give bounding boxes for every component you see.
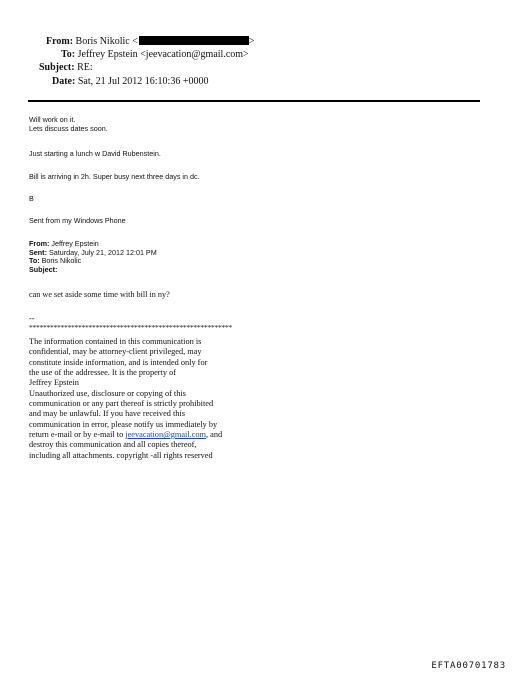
reply-sent-from: Sent from my Windows Phone — [29, 216, 126, 225]
header-to — [61, 49, 249, 61]
fwd-sent-value: Saturday, July 21, 2012 12:01 PM — [48, 247, 157, 257]
subject-label: Subject: — [39, 62, 75, 73]
fwd-body: can we set aside some time with bill in ny? — [29, 290, 170, 299]
fwd-to-value: Boris Nikolic — [41, 256, 82, 266]
fwd-from-value: Jeffrey Epstein — [51, 239, 99, 248]
notice-line: The information contained in this communication is — [29, 337, 202, 346]
to-value: Jeffrey Epstein <jeevacation@gmail.com> — [77, 49, 249, 60]
date-value: Sat, 21 Jul 2012 16:10:36 +0000 — [77, 76, 209, 87]
reply-signoff: B — [29, 194, 34, 203]
fwd-subject-label: Subject: — [29, 264, 58, 274]
header-divider — [28, 100, 480, 102]
fwd-from-label: From: — [29, 239, 50, 248]
subject-value: RE: — [77, 62, 93, 73]
notice-line: and may be unlawful. If you have received this — [29, 409, 185, 419]
from-label: From: — [46, 36, 74, 47]
notice-line: the use of the addressee. It is the property of — [29, 368, 176, 378]
from-value: Boris Nikolic < — [75, 36, 138, 47]
notice-line: communication in error, please notify us immediately by — [29, 419, 218, 429]
from-suffix: > — [248, 36, 255, 47]
bates-stamp: EFTA00701783 — [431, 661, 506, 671]
notice-line: communication or any part thereof is strictly prohibited — [29, 399, 214, 409]
header-from — [46, 36, 254, 48]
fwd-subject — [29, 266, 57, 275]
reply-line: Will work on it. — [29, 115, 76, 124]
reply-line: Just starting a lunch w David Rubenstein. — [29, 149, 161, 158]
to-label: To: — [61, 49, 76, 60]
fwd-sent-label: Sent: — [29, 247, 47, 257]
email-link[interactable]: jeevacation@gmail.com — [125, 430, 206, 440]
reply-line: Lets discuss dates soon. — [29, 124, 108, 133]
notice-line: Jeffrey Epstein — [29, 378, 79, 388]
notice-line: destroy this communication and all copies thereof, — [29, 440, 197, 450]
notice-line: including all attachments. copyright -all rights reserved — [29, 450, 213, 460]
notice-line: Unauthorized use, disclosure or copying of this — [29, 388, 186, 398]
redaction-bar — [139, 36, 249, 45]
signature-stars: ********************************************************** — [29, 323, 232, 332]
notice-line: confidential, may be attorney-client privileged, may — [29, 347, 202, 357]
notice-line — [29, 430, 222, 440]
header-subject — [39, 62, 93, 74]
confidentiality-notice — [29, 337, 222, 461]
date-label: Date: — [52, 76, 76, 87]
notice-line-text: return e-mail or by e-mail to — [29, 430, 126, 440]
notice-line: constitute inside information, and is intended only for — [29, 357, 208, 367]
notice-line-text: , and — [205, 430, 223, 440]
signature-dashes: -- — [29, 314, 35, 323]
header-date — [52, 76, 208, 88]
reply-line: Bill is arriving in 2h. Super busy next three days in dc. — [29, 172, 200, 181]
fwd-to-label: To: — [29, 256, 40, 266]
